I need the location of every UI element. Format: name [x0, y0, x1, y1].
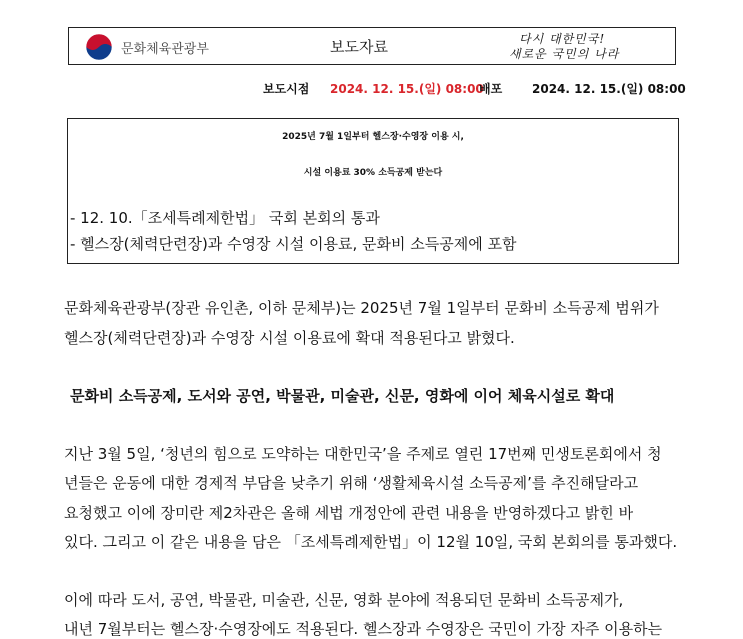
report-time-value: 2024. 12. 15.(일) 08:00: [330, 82, 484, 96]
subheadline-bullet-2: - 헬스장(체력단련장)과 수영장 시설 이용료, 문화비 소득공제에 포함: [70, 235, 517, 253]
body-paragraph-3-line-2: 내년 7월부터는 헬스장·수영장에도 적용된다. 헬스장과 수영장은 국민이 가장 자주 이용하는: [64, 620, 663, 638]
body-paragraph-1-line-1: 문화체육관광부(장관 유인촌, 이하 문체부)는 2025년 7월 1일부터 문화비 소득공제 범위가: [64, 299, 659, 317]
headline-box: [67, 118, 679, 264]
subheadline-bullet-1: - 12. 10.「조세특례제한법」 국회 본회의 통과: [70, 209, 380, 227]
body-paragraph-3-line-1: 이에 따라 도서, 공연, 박물관, 미술관, 신문, 영화 분야에 적용되던 문화비 소득공제가,: [64, 591, 624, 609]
body-paragraph-2-line-4: 있다. 그리고 이 같은 내용을 담은 「조세특례제한법」이 12월 10일, 국회 본회의를 통과했다.: [64, 533, 678, 551]
doc-type-title: 보도자료: [330, 38, 388, 56]
section-heading: 문화비 소득공제, 도서와 공연, 박물관, 미술관, 신문, 영화에 이어 체육시설로 확대: [70, 387, 615, 405]
body-paragraph-2-line-2: 년들은 운동에 대한 경제적 부담을 낮추기 위해 ‘생활체육시설 소득공제’를 추진해달라고: [64, 474, 639, 492]
body-paragraph-1-line-2: 헬스장(체력단련장)과 수영장 시설 이용료에 확대 적용된다고 밝혔다.: [64, 329, 515, 347]
slogan-calligraphy: [509, 30, 659, 64]
slogan-line-1: 다시 대한민국!: [519, 32, 606, 46]
distribution-time-value: 2024. 12. 15.(일) 08:00: [532, 82, 686, 96]
report-time-label: 보도시점: [263, 82, 310, 96]
headline-line-1: 2025년 7월 1일부터 헬스장·수영장 이용 시,: [282, 132, 464, 142]
body-paragraph-2-line-1: 지난 3월 5일, ‘청년의 힘으로 도약하는 대한민국’을 주제로 열린 17번째 민생토론회에서 청: [64, 445, 662, 463]
body-paragraph-2-line-3: 요청했고 이에 장미란 제2차관은 올해 세법 개정안에 관련 내용을 반영하겠다고 밝힌 바: [64, 504, 634, 522]
press-header: [68, 27, 676, 65]
distribution-label: 배포: [479, 82, 503, 96]
slogan-line-2: 새로운 국민의 나라: [509, 47, 620, 61]
government-emblem-icon: [85, 33, 113, 61]
ministry-name: 문화체육관광부: [121, 42, 209, 57]
headline-line-2: 시설 이용료 30% 소득공제 받는다: [303, 168, 443, 178]
